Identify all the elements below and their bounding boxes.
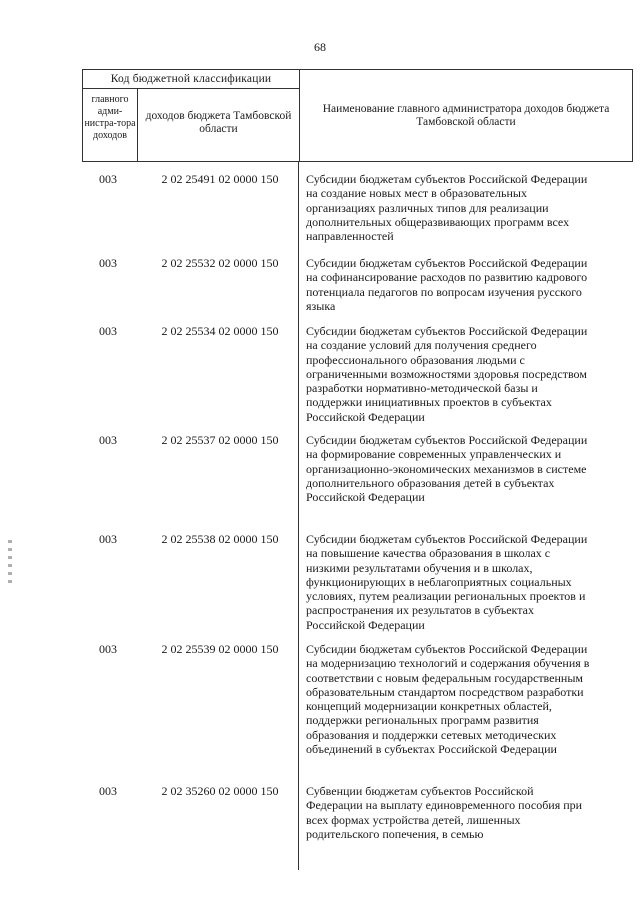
row-budget-code: 2 02 25534 02 0000 150 [161,324,279,338]
row-budget-code: 2 02 25537 02 0000 150 [161,433,279,447]
row-budget-code: 2 02 25491 02 0000 150 [161,172,279,186]
header-divider [83,88,299,89]
header-income-column: доходов бюджета Тамбовской области [145,110,292,135]
table-header [82,69,633,162]
row-admin-code: 003 [99,784,117,798]
header-name-column: Наименование главного администратора доходов бюджета Тамбовской области [322,103,610,128]
table-column-divider [298,162,299,870]
row-admin-code: 003 [99,172,117,186]
page-number: 68 [314,40,326,54]
row-admin-code: 003 [99,642,117,656]
row-description: Субсидии бюджетам субъектов Российской Федерации на софинансирование расходов по развитию кадрового потенциала педагогов по вопросам изучения русского языка [306,256,588,313]
row-description: Субсидии бюджетам субъектов Российской Федерации на модернизацию технологий и содержания обучения в соответствии с новым федеральным государственным образовательным стандартом посредством разработки концепций модернизации конкретных областей, поддержки региональных программ развития образования и поддержки сетевых методических объединений в субъектах Российской Федерации [306,642,590,757]
row-budget-code: 2 02 35260 02 0000 150 [161,784,279,798]
row-description: Субвенции бюджетам субъектов Российской Федерации на выплату единовременного пособия при всех формах устройства детей, лишенных родительского попечения, в семью [306,784,583,841]
row-budget-code: 2 02 25539 02 0000 150 [161,642,279,656]
row-admin-code: 003 [99,324,117,338]
header-admin-column: главного адми-нистра-тора доходов [84,94,136,141]
row-description: Субсидии бюджетам субъектов Российской Федерации на создание новых мест в образовательных организациях различных типов для реализации дополнительных общеразвивающих программ всех направленностей [306,172,588,244]
scan-margin-mark [8,540,12,588]
row-budget-code: 2 02 25532 02 0000 150 [161,256,279,270]
row-budget-code: 2 02 25538 02 0000 150 [161,532,279,546]
row-description: Субсидии бюджетам субъектов Российской Федерации на повышение качества образования в школах с низкими результатами обучения и в школах, функционирующих в неблагоприятных социальных условиях, путем реализации региональных проектов и распространения их результатов в субъектах Российской Федерации [306,532,588,632]
row-description: Субсидии бюджетам субъектов Российской Федерации на создание условий для получения среднего профессионального образования людьми с ограниченными возможностями здоровья посредством разработки нормативно-методической базы и поддержки инициативных проектов в субъектах Российской Федерации [306,324,588,424]
row-description: Субсидии бюджетам субъектов Российской Федерации на формирование современных управленческих и организационно-экономических механизмов в системе дополнительного образования детей в субъектах Российской Федерации [306,433,588,505]
row-admin-code: 003 [99,433,117,447]
header-code-group: Код бюджетной классификации [110,73,272,85]
row-admin-code: 003 [99,532,117,546]
row-admin-code: 003 [99,256,117,270]
